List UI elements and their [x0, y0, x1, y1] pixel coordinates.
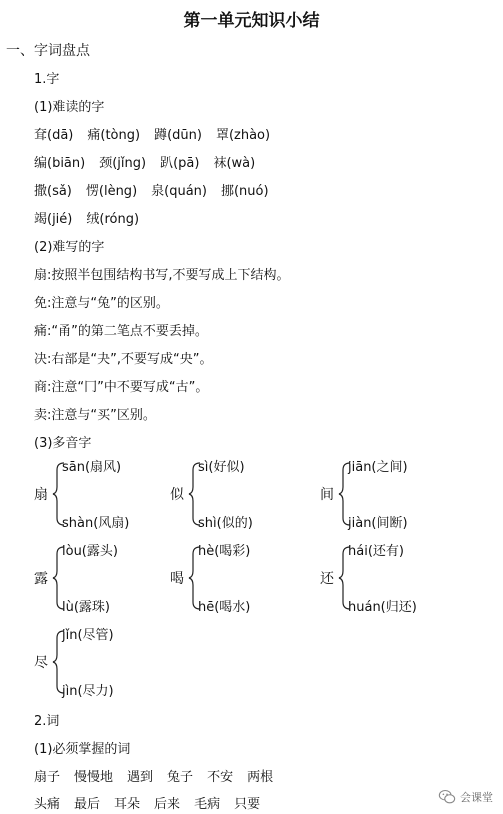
- polyphone-reading: shàn(风扇): [62, 516, 130, 531]
- polyphone-reading: huán(归还): [348, 600, 417, 615]
- word: 撒(sǎ): [34, 184, 72, 199]
- polyphone-char: 喝: [170, 571, 184, 587]
- polyphone-char: 尽: [34, 655, 48, 671]
- hard-write-item: 痛:“甬”的第二笔点不要丢掉。: [34, 324, 208, 339]
- polyphone-reading: lù(露珠): [62, 600, 110, 615]
- word: 兔子: [167, 770, 194, 785]
- polyphone-reading: hè(喝彩): [198, 544, 251, 559]
- section-heading: 一、字词盘点: [6, 43, 90, 59]
- polyphone-char: 间: [320, 487, 334, 503]
- word: 不安: [207, 770, 234, 785]
- hard-read-row: [34, 180, 269, 199]
- hard-write-item: 免:注意与“兔”的区别。: [34, 296, 169, 311]
- hard-read-row: [34, 124, 270, 143]
- subsection-zi: 1.字: [34, 72, 60, 87]
- page-title: 第一单元知识小结: [183, 11, 320, 31]
- must-words-row: [34, 766, 273, 785]
- word: 蹲(dūn): [154, 128, 202, 143]
- polyphone-reading: hē(喝水): [198, 600, 251, 615]
- hard-write-item: 决:右部是“夬”,不要写成“央”。: [34, 352, 213, 367]
- subsection-ci: 2.词: [34, 714, 60, 729]
- hard-write-item: 扇:按照半包围结构书写,不要写成上下结构。: [34, 268, 290, 283]
- polyphone-reading: jìn(尽力): [62, 684, 114, 699]
- word: 慢慢地: [74, 770, 114, 785]
- watermark: [438, 788, 493, 806]
- word: 耳朵: [114, 797, 141, 812]
- word: 只要: [234, 797, 261, 812]
- word: 毛病: [194, 797, 221, 812]
- word: 竭(jié): [34, 212, 73, 227]
- polyphone-char: 似: [170, 487, 184, 503]
- word: 头痛: [34, 797, 61, 812]
- wechat-icon: [438, 788, 456, 806]
- polyphone-reading: sān(扇风): [62, 460, 122, 475]
- polyphone-char: 扇: [34, 487, 48, 503]
- word: 趴(pā): [160, 156, 200, 171]
- hard-write-heading: (2)难写的字: [34, 240, 105, 255]
- polyphone-reading: jǐn(尽管): [62, 628, 114, 643]
- word: 后来: [154, 797, 181, 812]
- polyphone-reading: jiàn(间断): [348, 516, 408, 531]
- polyphone-reading: lòu(露头): [62, 544, 118, 559]
- hard-read-heading: (1)难读的字: [34, 100, 105, 115]
- polyphone-heading: (3)多音字: [34, 436, 92, 451]
- word: 最后: [74, 797, 101, 812]
- word: 耷(dā): [34, 128, 74, 143]
- word: 遇到: [127, 770, 154, 785]
- polyphone-reading: jiān(之间): [348, 460, 408, 475]
- must-words-row: [34, 793, 260, 812]
- word: 痛(tòng): [87, 128, 141, 143]
- hard-read-row: [34, 152, 255, 171]
- hard-write-item: 商:注意“冂”中不要写成“古”。: [34, 380, 209, 395]
- polyphone-char: 露: [34, 571, 48, 587]
- word: 袜(wà): [213, 156, 256, 171]
- word: 挪(nuó): [220, 184, 269, 199]
- polyphone-reading: sì(好似): [198, 460, 245, 475]
- watermark-text: 会课堂: [460, 791, 493, 804]
- word: 泉(quán): [151, 184, 207, 199]
- word: 罩(zhào): [215, 128, 271, 143]
- polyphone-reading: shì(似的): [198, 516, 253, 531]
- polyphone-char: 还: [320, 571, 334, 587]
- word: 颈(jǐng): [99, 156, 147, 171]
- word: 两根: [247, 770, 274, 785]
- must-words-heading: (1)必须掌握的词: [34, 742, 131, 757]
- polyphone-reading: hái(还有): [348, 544, 404, 559]
- word: 绒(róng): [86, 212, 140, 227]
- word: 编(biān): [34, 156, 86, 171]
- word: 扇子: [34, 770, 61, 785]
- hard-write-item: 卖:注意与“买”区别。: [34, 408, 156, 423]
- word: 愣(lèng): [85, 184, 138, 199]
- hard-read-row: [34, 208, 139, 227]
